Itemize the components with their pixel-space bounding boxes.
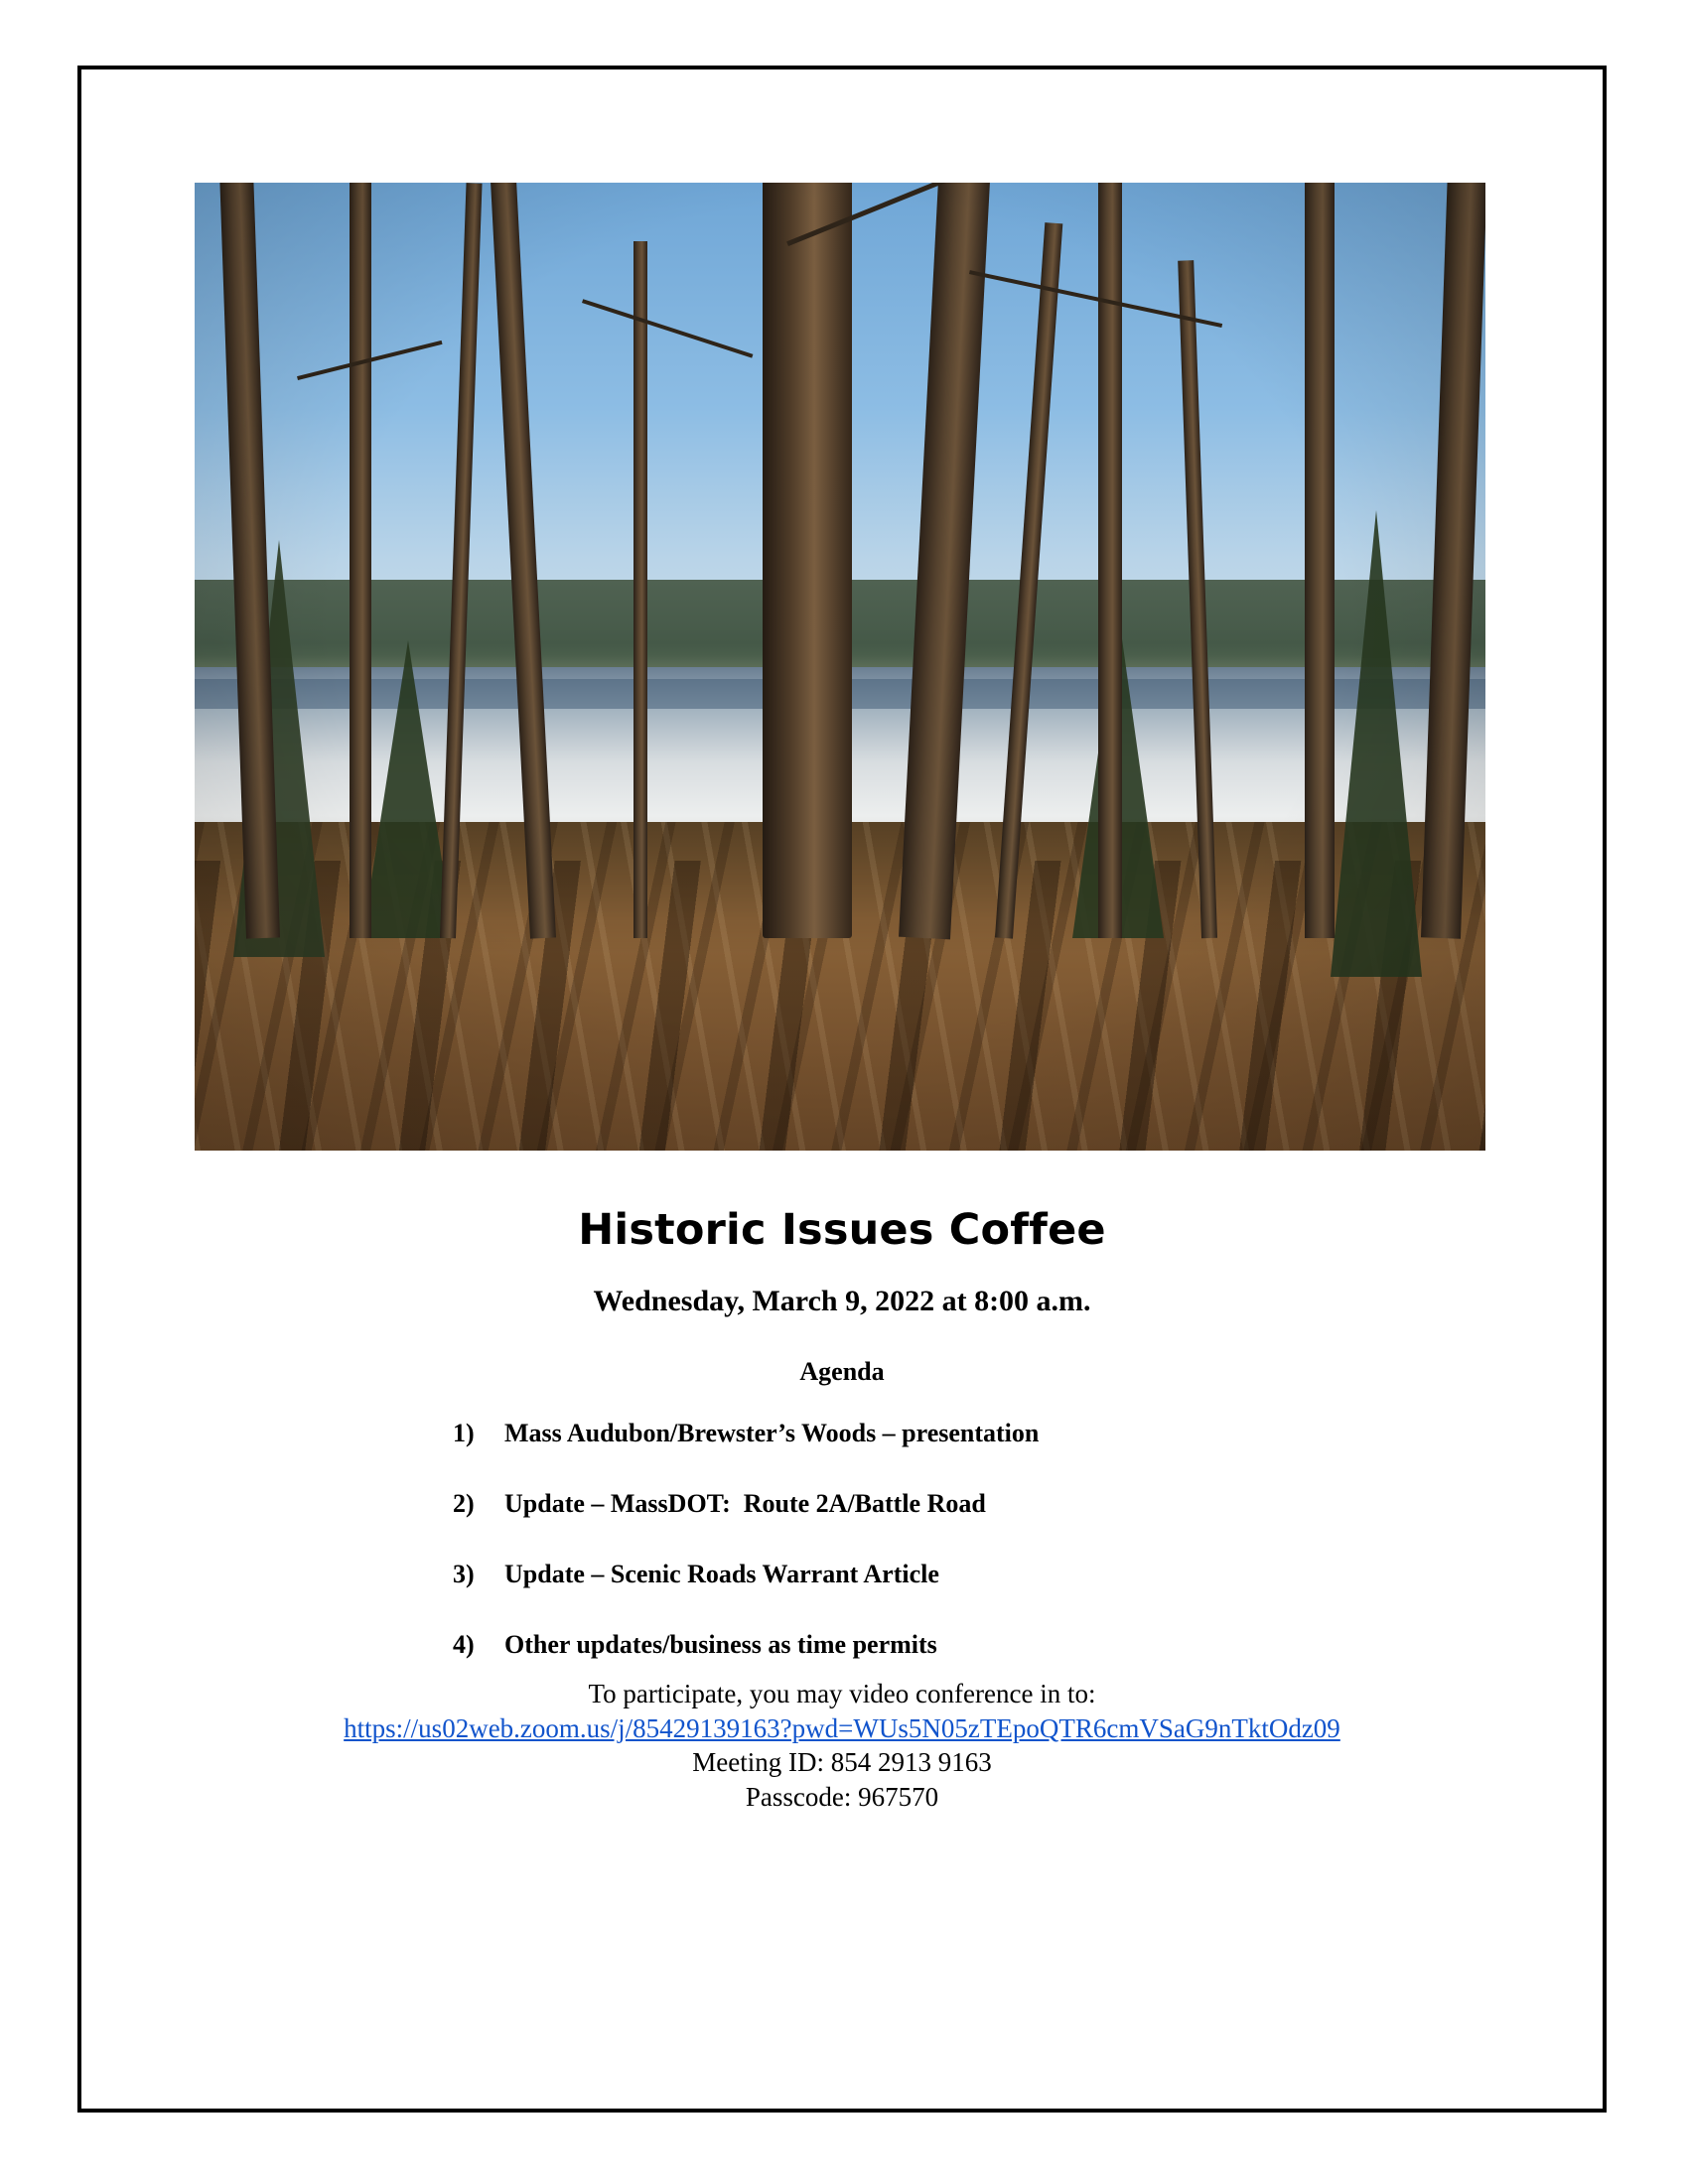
agenda-item-text: Other updates/business as time permits <box>504 1630 937 1659</box>
meeting-datetime: Wednesday, March 9, 2022 at 8:00 a.m. <box>593 1285 1091 1317</box>
header-photo <box>195 183 1485 1151</box>
photo-scene <box>195 183 1485 1151</box>
agenda-item-text: Update – Scenic Roads Warrant Article <box>504 1560 939 1588</box>
agenda-list <box>453 1419 1346 1701</box>
agenda-item-number: 3) <box>453 1560 475 1588</box>
page-content <box>95 83 1589 2095</box>
agenda-item <box>453 1560 1346 1589</box>
agenda-item-text: Update – MassDOT: Route 2A/Battle Road <box>504 1489 986 1518</box>
agenda-item <box>453 1489 1346 1519</box>
photo-vignette <box>195 183 1485 1151</box>
agenda-item-number: 1) <box>453 1419 475 1447</box>
agenda-item-text: Mass Audubon/Brewster’s Woods – presentation <box>504 1419 1040 1447</box>
agenda-item <box>453 1630 1346 1660</box>
agenda-heading: Agenda <box>799 1357 885 1386</box>
agenda-item-number: 4) <box>453 1630 475 1659</box>
agenda-item <box>453 1419 1346 1448</box>
meeting-passcode: Passcode: 967570 <box>745 1781 939 1812</box>
participation-block <box>95 1677 1589 1814</box>
zoom-meeting-link[interactable]: https://us02web.zoom.us/j/85429139163?pwd=WUs5N05zTEpoQTR6cmVSaG9nTktOdz09 <box>344 1712 1340 1743</box>
participation-intro: To participate, you may video conference in to: <box>588 1679 1096 1708</box>
agenda-item-number: 2) <box>453 1489 475 1518</box>
meeting-id: Meeting ID: 854 2913 9163 <box>692 1747 992 1778</box>
page-title: Historic Issues Coffee <box>578 1205 1106 1255</box>
